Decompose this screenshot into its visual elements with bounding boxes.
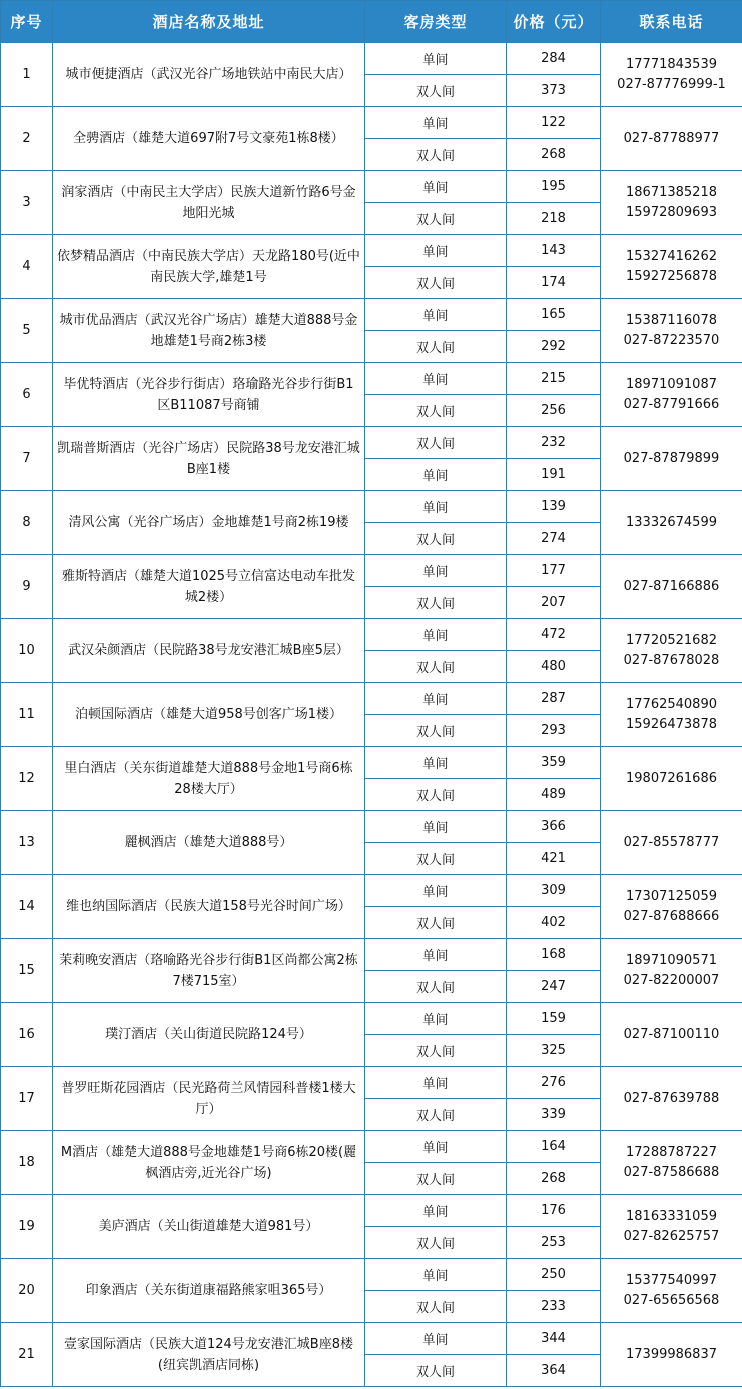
table-row	[1, 1323, 742, 1355]
hotel-index: 15	[1, 939, 53, 1003]
hotel-phone	[601, 1131, 742, 1195]
header-phone: 联系电话	[601, 1, 742, 43]
table-row	[1, 1067, 742, 1099]
hotel-phone	[601, 555, 742, 619]
hotel-name-address: 武汉朵颜酒店（民院路38号龙安港汇城B座5层）	[53, 619, 365, 683]
room-type: 单间	[365, 1195, 507, 1227]
phone-number: 027-87688666	[623, 908, 720, 924]
hotel-phone	[601, 171, 742, 235]
phone-number: 18971091087	[626, 376, 717, 392]
room-price: 421	[507, 843, 601, 875]
hotel-phone	[601, 235, 742, 299]
room-price: 359	[507, 747, 601, 779]
hotel-phone	[601, 1259, 742, 1323]
phone-number: 027-87788977	[623, 130, 720, 146]
hotel-name-address: 麗枫酒店（雄楚大道888号）	[53, 811, 365, 875]
room-type: 单间	[365, 1067, 507, 1099]
hotel-index: 6	[1, 363, 53, 427]
room-price: 165	[507, 299, 601, 331]
room-type: 单间	[365, 1323, 507, 1355]
phone-number: 17771843539	[626, 56, 717, 72]
room-price: 339	[507, 1099, 601, 1131]
phone-number: 18163331059	[626, 1208, 717, 1224]
table-row	[1, 1195, 742, 1227]
hotel-name-address: 泊顿国际酒店（雄楚大道958号创客广场1楼）	[53, 683, 365, 747]
hotel-phone	[601, 107, 742, 171]
table-row	[1, 1003, 742, 1035]
room-type: 双人间	[365, 907, 507, 939]
room-price: 472	[507, 619, 601, 651]
room-type: 双人间	[365, 971, 507, 1003]
hotel-phone	[601, 1003, 742, 1067]
hotel-name-address: 茉莉晚安酒店（珞喻路光谷步行街B1区尚都公寓2栋7楼715室）	[53, 939, 365, 1003]
hotel-phone	[601, 811, 742, 875]
hotel-name-address: M酒店（雄楚大道888号金地雄楚1号商6栋20楼(麗枫酒店旁,近光谷广场)	[53, 1131, 365, 1195]
hotel-name-address: 清风公寓（光谷广场店）金地雄楚1号商2栋19楼	[53, 491, 365, 555]
header-index: 序号	[1, 1, 53, 43]
room-type: 双人间	[365, 715, 507, 747]
room-price: 344	[507, 1323, 601, 1355]
table-row	[1, 491, 742, 523]
hotel-name-address: 凯瑞普斯酒店（光谷广场店）民院路38号龙安港汇城B座1楼	[53, 427, 365, 491]
room-price: 287	[507, 683, 601, 715]
phone-number: 027-65656568	[623, 1292, 720, 1308]
hotel-name-address: 里白酒店（关东街道雄楚大道888号金地1号商6栋28楼大厅）	[53, 747, 365, 811]
room-type: 单间	[365, 491, 507, 523]
phone-number: 18971090571	[626, 952, 717, 968]
table-row	[1, 171, 742, 203]
hotel-phone	[601, 427, 742, 491]
hotel-phone	[601, 1067, 742, 1131]
table-row	[1, 363, 742, 395]
phone-number: 15927256878	[626, 268, 717, 284]
hotel-phone	[601, 683, 742, 747]
hotel-phone	[601, 1195, 742, 1259]
phone-number: 15926473878	[626, 716, 717, 732]
phone-number: 15387116078	[626, 312, 717, 328]
room-price: 159	[507, 1003, 601, 1035]
phone-number: 17288787227	[626, 1144, 717, 1160]
room-price: 489	[507, 779, 601, 811]
room-type: 双人间	[365, 75, 507, 107]
room-price: 276	[507, 1067, 601, 1099]
hotel-name-address: 全骋酒店（雄楚大道697附7号文豪苑1栋8楼）	[53, 107, 365, 171]
room-price: 250	[507, 1259, 601, 1291]
room-price: 122	[507, 107, 601, 139]
hotel-phone	[601, 939, 742, 1003]
room-type: 单间	[365, 875, 507, 907]
table-row	[1, 235, 742, 267]
room-price: 218	[507, 203, 601, 235]
table-body	[1, 43, 742, 1387]
room-type: 单间	[365, 1003, 507, 1035]
room-price: 177	[507, 555, 601, 587]
hotel-phone	[601, 43, 742, 107]
hotel-index: 16	[1, 1003, 53, 1067]
phone-number: 027-87100110	[623, 1026, 720, 1042]
room-type: 单间	[365, 459, 507, 491]
hotel-name-address: 城市便捷酒店（武汉光谷广场地铁站中南民大店）	[53, 43, 365, 107]
table-row	[1, 555, 742, 587]
hotel-index: 13	[1, 811, 53, 875]
room-price: 143	[507, 235, 601, 267]
room-type: 双人间	[365, 427, 507, 459]
hotel-phone	[601, 875, 742, 939]
table-row	[1, 1259, 742, 1291]
room-type: 双人间	[365, 203, 507, 235]
phone-number: 027-87586688	[623, 1164, 720, 1180]
room-price: 284	[507, 43, 601, 75]
hotel-name-address: 依梦精品酒店（中南民族大学店）天龙路180号(近中南民族大学,雄楚1号	[53, 235, 365, 299]
phone-number: 027-82200007	[623, 972, 720, 988]
hotel-phone	[601, 747, 742, 811]
room-type: 单间	[365, 683, 507, 715]
table-row	[1, 107, 742, 139]
room-price: 174	[507, 267, 601, 299]
hotel-index: 7	[1, 427, 53, 491]
phone-number: 027-87791666	[623, 396, 720, 412]
room-price: 139	[507, 491, 601, 523]
room-price: 256	[507, 395, 601, 427]
header-room-type: 客房类型	[365, 1, 507, 43]
room-price: 233	[507, 1291, 601, 1323]
hotel-index: 1	[1, 43, 53, 107]
room-type: 双人间	[365, 523, 507, 555]
phone-number: 027-85578777	[623, 834, 720, 850]
room-price: 402	[507, 907, 601, 939]
header-name: 酒店名称及地址	[53, 1, 365, 43]
room-type: 单间	[365, 619, 507, 651]
hotel-name-address: 普罗旺斯花园酒店（民光路荷兰风情园科普楼1楼大厅）	[53, 1067, 365, 1131]
phone-number: 17720521682	[626, 632, 717, 648]
hotel-phone	[601, 619, 742, 683]
room-type: 单间	[365, 43, 507, 75]
hotel-index: 20	[1, 1259, 53, 1323]
phone-number: 027-87879899	[623, 450, 720, 466]
room-price: 207	[507, 587, 601, 619]
room-type: 单间	[365, 235, 507, 267]
hotel-index: 10	[1, 619, 53, 683]
hotel-index: 5	[1, 299, 53, 363]
phone-number: 13332674599	[626, 514, 717, 530]
room-type: 双人间	[365, 779, 507, 811]
room-type: 双人间	[365, 1355, 507, 1387]
hotel-phone	[601, 1323, 742, 1387]
hotel-index: 11	[1, 683, 53, 747]
hotel-index: 3	[1, 171, 53, 235]
room-price: 195	[507, 171, 601, 203]
table-row	[1, 811, 742, 843]
phone-number: 19807261686	[626, 770, 717, 786]
room-type: 单间	[365, 107, 507, 139]
room-price: 364	[507, 1355, 601, 1387]
phone-number: 027-87776999-1	[617, 76, 726, 92]
room-price: 268	[507, 1163, 601, 1195]
hotel-index: 19	[1, 1195, 53, 1259]
room-type: 单间	[365, 555, 507, 587]
room-price: 176	[507, 1195, 601, 1227]
table-row	[1, 43, 742, 75]
header-price: 价格（元）	[507, 1, 601, 43]
room-type: 双人间	[365, 1291, 507, 1323]
hotel-name-address: 美庐酒店（关山街道雄楚大道981号）	[53, 1195, 365, 1259]
room-type: 双人间	[365, 267, 507, 299]
hotel-index: 14	[1, 875, 53, 939]
phone-number: 027-87223570	[623, 332, 720, 348]
phone-number: 18671385218	[626, 184, 717, 200]
room-type: 单间	[365, 939, 507, 971]
room-price: 309	[507, 875, 601, 907]
hotel-index: 4	[1, 235, 53, 299]
room-type: 单间	[365, 363, 507, 395]
room-type: 双人间	[365, 331, 507, 363]
table-row	[1, 299, 742, 331]
hotel-name-address: 壹家国际酒店（民族大道124号龙安港汇城B座8楼(纽宾凯酒店同栋)	[53, 1323, 365, 1387]
hotel-phone	[601, 299, 742, 363]
hotel-index: 12	[1, 747, 53, 811]
room-price: 268	[507, 139, 601, 171]
room-price: 325	[507, 1035, 601, 1067]
phone-number: 17399986837	[626, 1346, 717, 1362]
room-type: 双人间	[365, 587, 507, 619]
hotel-index: 21	[1, 1323, 53, 1387]
hotel-index: 2	[1, 107, 53, 171]
room-price: 253	[507, 1227, 601, 1259]
room-type: 双人间	[365, 395, 507, 427]
table-header	[1, 1, 742, 43]
room-price: 191	[507, 459, 601, 491]
phone-number: 027-87166886	[623, 578, 720, 594]
table-row	[1, 747, 742, 779]
hotel-name-address: 璞汀酒店（关山街道民院路124号）	[53, 1003, 365, 1067]
room-type: 双人间	[365, 139, 507, 171]
room-price: 274	[507, 523, 601, 555]
room-type: 单间	[365, 747, 507, 779]
room-type: 双人间	[365, 1227, 507, 1259]
room-price: 366	[507, 811, 601, 843]
table-row	[1, 619, 742, 651]
room-type: 双人间	[365, 1035, 507, 1067]
room-price: 480	[507, 651, 601, 683]
hotel-phone	[601, 363, 742, 427]
hotel-index: 17	[1, 1067, 53, 1131]
hotel-index: 18	[1, 1131, 53, 1195]
room-type: 单间	[365, 171, 507, 203]
room-type: 双人间	[365, 1163, 507, 1195]
room-type: 单间	[365, 1131, 507, 1163]
room-price: 293	[507, 715, 601, 747]
room-price: 373	[507, 75, 601, 107]
phone-number: 15327416262	[626, 248, 717, 264]
phone-number: 027-87639788	[623, 1090, 720, 1106]
table-row	[1, 1131, 742, 1163]
phone-number: 15377540997	[626, 1272, 717, 1288]
hotel-phone	[601, 491, 742, 555]
room-type: 双人间	[365, 1099, 507, 1131]
room-price: 292	[507, 331, 601, 363]
hotel-index: 8	[1, 491, 53, 555]
room-type: 双人间	[365, 651, 507, 683]
room-price: 164	[507, 1131, 601, 1163]
hotel-name-address: 维也纳国际酒店（民族大道158号光谷时间广场）	[53, 875, 365, 939]
room-price: 215	[507, 363, 601, 395]
room-type: 单间	[365, 299, 507, 331]
room-type: 单间	[365, 1259, 507, 1291]
room-price: 247	[507, 971, 601, 1003]
hotel-index: 9	[1, 555, 53, 619]
phone-number: 027-82625757	[623, 1228, 720, 1244]
header-row	[1, 1, 742, 43]
hotel-name-address: 城市优品酒店（武汉光谷广场店）雄楚大道888号金地雄楚1号商2栋3楼	[53, 299, 365, 363]
hotel-name-address: 毕优特酒店（光谷步行街店）珞瑜路光谷步行街B1区B11087号商铺	[53, 363, 365, 427]
room-price: 232	[507, 427, 601, 459]
table-row	[1, 427, 742, 459]
room-type: 双人间	[365, 843, 507, 875]
hotel-name-address: 润家酒店（中南民主大学店）民族大道新竹路6号金地阳光城	[53, 171, 365, 235]
hotel-name-address: 印象酒店（关东街道康福路熊家咀365号）	[53, 1259, 365, 1323]
phone-number: 17762540890	[626, 696, 717, 712]
phone-number: 15972809693	[626, 204, 717, 220]
hotel-name-address: 雅斯特酒店（雄楚大道1025号立信富达电动车批发城2楼）	[53, 555, 365, 619]
table-row	[1, 683, 742, 715]
table-row	[1, 939, 742, 971]
table-row	[1, 875, 742, 907]
room-price: 168	[507, 939, 601, 971]
phone-number: 027-87678028	[623, 652, 720, 668]
phone-number: 17307125059	[626, 888, 717, 904]
room-type: 单间	[365, 811, 507, 843]
